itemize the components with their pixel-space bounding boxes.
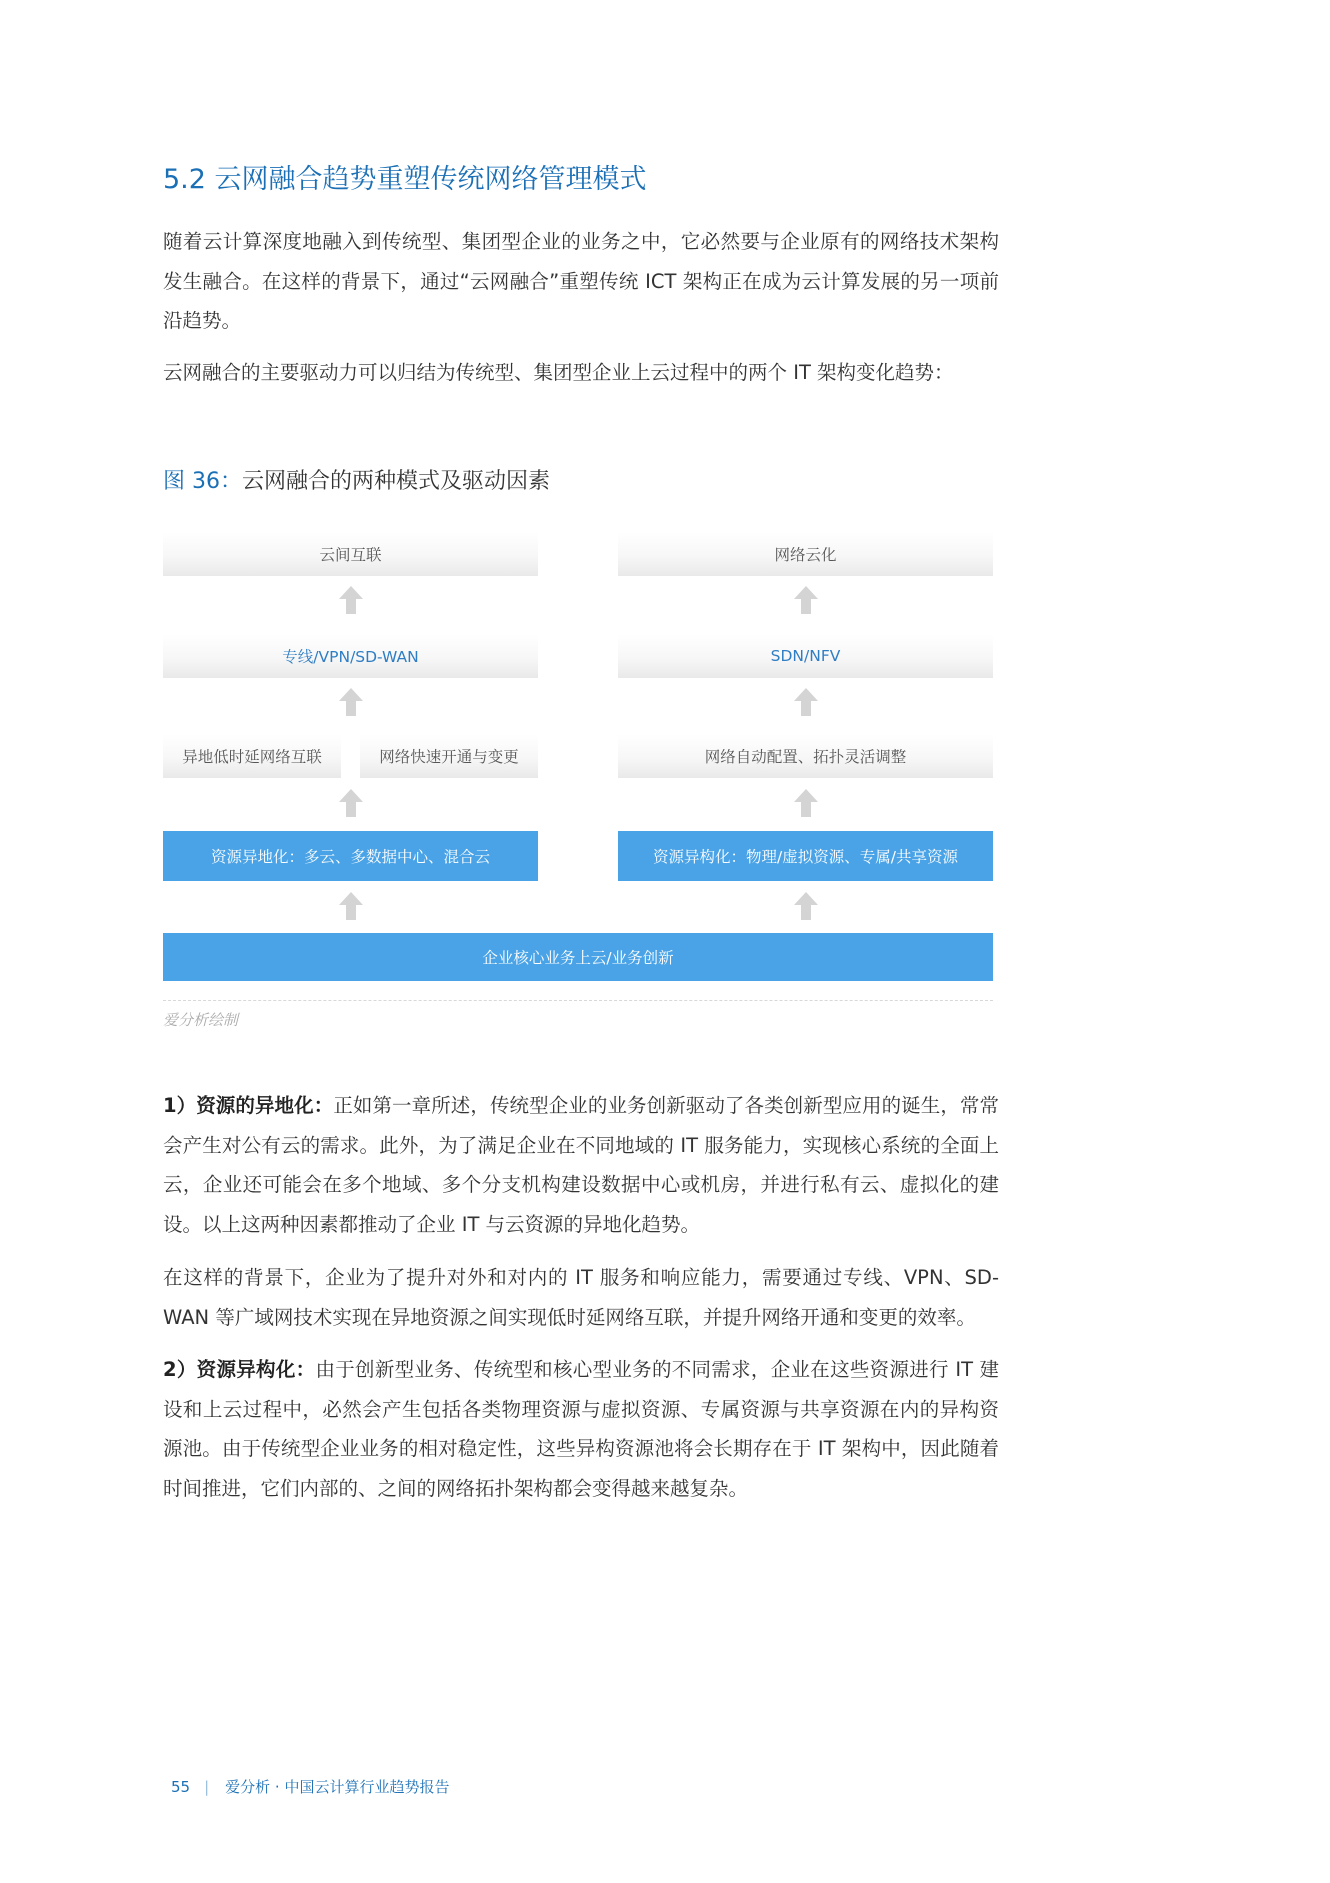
figure-source: 爱分析绘制	[163, 1011, 239, 1029]
node-resource-geo-distribution: 资源异地化：多云、多数据中心、混合云	[163, 831, 538, 881]
intro-paragraph-2: 云网融合的主要驱动力可以归结为传统型、集团型企业上云过程中的两个 IT 架构变化趋势：	[163, 361, 954, 384]
node-auto-config-topology: 网络自动配置、拓扑灵活调整	[618, 734, 993, 778]
node-sdn-nfv: SDN/NFV	[618, 634, 993, 678]
figure-label: 图 36：	[163, 469, 242, 494]
node-resource-heterogeneity: 资源异构化：物理/虚拟资源、专属/共享资源	[618, 831, 993, 881]
up-arrow-icon	[794, 688, 818, 716]
node-fast-provisioning: 网络快速开通与变更	[360, 734, 538, 778]
figure-caption	[163, 462, 550, 502]
intro-paragraph-1: 随着云计算深度地融入到传统型、集团型企业的业务之中，它必然要与企业原有的网络技术架构发生融合。在这样的背景下，通过“云网融合”重塑传统 ICT 架构正在成为云计算发展的另一项前沿趋势。	[163, 230, 999, 332]
figure-divider	[163, 1000, 993, 1001]
up-arrow-icon	[339, 688, 363, 716]
paragraph-1-text: 正如第一章所述，传统型企业的业务创新驱动了各类创新型应用的诞生，常常会产生对公有云的需求。此外，为了满足企业在不同地域的 IT 服务能力，实现核心系统的全面上云，企业还可能会在多个地域、多个分支机构建设数据中心或机房，并进行私有云、虚拟化的建设。以上这两种因素都推动了企业 IT 与云资源的异地化趋势。	[163, 1094, 999, 1236]
page-number: 55	[171, 1778, 191, 1796]
report-title: 爱分析 · 中国云计算行业趋势报告	[225, 1778, 450, 1796]
paragraph-1-label: 1）资源的异地化：	[163, 1094, 334, 1117]
figure-diagram	[163, 530, 993, 1010]
node-low-latency-interconnect: 异地低时延网络互联	[163, 734, 341, 778]
node-cloud-interconnect: 云间互联	[163, 532, 538, 576]
footer-separator: |	[204, 1778, 210, 1796]
up-arrow-icon	[794, 789, 818, 817]
node-leased-line-vpn-sdwan: 专线/VPN/SD-WAN	[163, 634, 538, 678]
body-paragraph-2: 在这样的背景下，企业为了提升对外和对内的 IT 服务和响应能力，需要通过专线、VPN、SD-WAN 等广域网技术实现在异地资源之间实现低时延网络互联，并提升网络开通和变更的效率。	[163, 1266, 999, 1329]
up-arrow-icon	[794, 892, 818, 920]
paragraph-3-label: 2）资源异构化：	[163, 1358, 316, 1381]
up-arrow-icon	[339, 892, 363, 920]
node-core-business-cloud: 企业核心业务上云/业务创新	[163, 933, 993, 981]
section-title: 5.2 云网融合趋势重塑传统网络管理模式	[163, 164, 647, 195]
figure-title: 云网融合的两种模式及驱动因素	[242, 469, 551, 494]
up-arrow-icon	[794, 586, 818, 614]
page-footer	[171, 1772, 449, 1802]
up-arrow-icon	[339, 789, 363, 817]
body-paragraph-1	[163, 1086, 999, 1244]
node-network-cloudification: 网络云化	[618, 532, 993, 576]
paragraph-3-text: 由于创新型业务、传统型和核心型业务的不同需求，企业在这些资源进行 IT 建设和上云过程中，必然会产生包括各类物理资源与虚拟资源、专属资源与共享资源在内的异构资源池。由于传统型企业业务的相对稳定性，这些异构资源池将会长期存在于 IT 架构中，因此随着时间推进，它们内部的、之间的网络拓扑架构都会变得越来越复杂。	[163, 1358, 1000, 1500]
up-arrow-icon	[339, 586, 363, 614]
body-paragraph-3	[163, 1350, 999, 1508]
